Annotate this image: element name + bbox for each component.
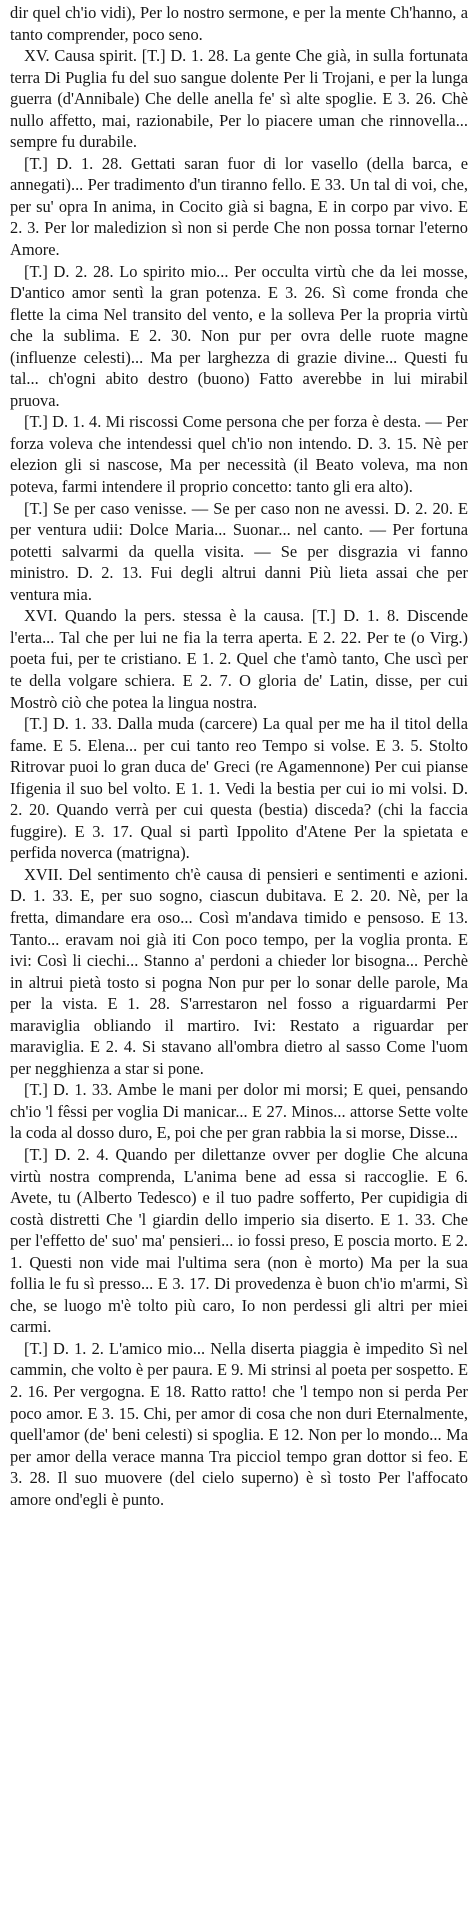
paragraph-section-xvii: XVII. Del sentimento ch'è causa di pensieri e sentimenti e azioni. D. 1. 33. E, per suo sogno, ciascun dubitava. E 2. 20. Nè, per la fretta, dimandare era oso... Così m'andava timido e pensoso. E 13. Tanto... eravam noi già iti Con poco tempo, per la voglia pronta. E ivi: Così li ciechi... Stanno a' perdoni a chieder lor bisogna... Perchè in altrui pietà tosto si pogna Non pur per lo sonar delle parole, Ma per la vista. E 1. 28. S'arrestaron nel fosso a riguardarmi Per maraviglia obliando il martiro. Ivi: Restato a riguardar per maraviglia. E 2. 4. Si stavano all'ombra dietro al sasso Come l'uom per negghienza a star si pone.	[10, 864, 468, 1078]
paragraph: [T.] D. 1. 33. Ambe le mani per dolor mi morsi; E quei, pensando ch'io 'l fêssi per voglia Di manicar... E 27. Minos... attorse Sette volte la coda al dosso duro, E, poi che per gran rabbia la si morse, Disse...	[10, 1080, 468, 1143]
paragraph: [T.] D. 1. 33. Dalla muda (carcere) La qual per me ha il titol della fame. E 5. Elena... per cui tanto reo Tempo si volse. E 3. 5. Stolto Ritrovar puoi lo gran duca de' Greci (re Agamennone) Per cui pianse Ifigenia il suo bel volto. E 1. 1. Vedi la bestia per cui io mi volsi. D. 2. 20. Quando verrà per cui questa (bestia) disceda? (chi la faccia fuggire). E 3. 17. Qual si partì Ippolito d'Atene Per la spietata e perfida noverca (matrigna).	[10, 714, 468, 863]
text-body	[10, 2, 468, 1510]
paragraph: [T.] D. 1. 4. Mi riscossi Come persona che per forza è desta. — Per forza voleva che intendessi quel ch'io non intendo. D. 3. 15. Nè per elezion gli si nascose, Ma per necessità (il Beato voleva, ma non poteva, farmi intendere il proprio concetto: tanto gli era alto).	[10, 412, 468, 497]
paragraph-section-xv: XV. Causa spirit. [T.] D. 1. 28. La gente Che già, in sulla fortunata terra Di Puglia fu del suo sangue dolente Per li Trojani, e per la lunga guerra (d'Annibale) Che delle anella fe' sì alte spoglie. E 3. 26. Chè nullo affetto, mai, razionabile, Per lo piacere uman che rinnovella... sempre fu durabile.	[10, 46, 468, 152]
paragraph: [T.] D. 1. 2. L'amico mio... Nella diserta piaggia è impedito Sì nel cammin, che volto è per paura. E 9. Mi strinsi al poeta per sospetto. E 2. 16. Per vergogna. E 18. Ratto ratto! che 'l tempo non si perda Per poco amor. E 3. 15. Chi, per amor di cosa che non duri Eternalmente, quell'amor (de' beni celesti) si spoglia. E 12. Non per lo mondo... Ma per amor della verace manna Tra picciol tempo gran dottor si feo. E 3. 28. Il suo muovere (del cielo superno) è sì tosto Per l'affocato amore ond'egli è punto.	[10, 1338, 468, 1509]
paragraph: [T.] D. 2. 28. Lo spirito mio... Per occulta virtù che da lei mosse, D'antico amor sentì la gran potenza. E 3. 26. Sì come fronda che flette la cima Nel transito del vento, e la solleva Per la propria virtù che la sublima. E 2. 30. Non pur per ovra delle ruote magne (influenze celesti)... Ma per larghezza di grazie divine... Questi fu tal... ch'ogni abito destro (buono) Fatto averebbe in lui mirabil pruova.	[10, 261, 468, 410]
paragraph-continuation: dir quel ch'io vidi), Per lo nostro sermone, e per la mente Ch'hanno, a tanto comprender, poco seno.	[10, 3, 468, 44]
paragraph: [T.] Se per caso venisse. — Se per caso non ne avessi. D. 2. 20. E per ventura udii: Dolce Maria... Suonar... nel canto. — Per fortuna potetti salvarmi da quella visita. — Se per disgrazia vi fanno ministro. D. 2. 13. Fui degli altrui danni Più lieta assai che per ventura mia.	[10, 498, 468, 604]
paragraph-section-xvi: XVI. Quando la pers. stessa è la causa. [T.] D. 1. 8. Discende l'erta... Tal che per lui ne fia la terra aperta. E 2. 22. Per te (o Virg.) poeta fui, per te cristiano. E 1. 2. Quel che t'amò tanto, Che uscì per te della volgare schiera. E 2. 7. O gloria de' Latin, disse, per cui Mostrò ciò che potea la lingua nostra.	[10, 606, 468, 712]
paragraph: [T.] D. 1. 28. Gettati saran fuor di lor vasello (della barca, e annegati)... Per tradimento d'un tiranno fello. E 33. Un tal di voi, che, per su' opra In anima, in Cocito già si bagna, E in corpo par vivo. E 2. 3. Per lor maledizion sì non si perde Che non possa tornar l'eterno Amore.	[10, 153, 468, 260]
paragraph: [T.] D. 2. 4. Quando per dilettanze ovver per doglie Che alcuna virtù nostra comprenda, L'anima bene ad essa si raccoglie. E 6. Avete, tu (Alberto Tedesco) e il tuo padre sofferto, Per cupidigia di costà distretti Che 'l giardin dello imperio sia diserto. E 1. 33. Che per l'effetto de' suo' ma' pensieri... io fossi preso, E poscia morto. E 2. 1. Questi non vide mai l'ultima sera (non è morto) Ma per la sua follia le fu sì presso... E 3. 17. Di provedenza è buon ch'io m'armi, Sì che, se luogo m'è tolto più caro, Io non perdessi gli altri per miei carmi.	[10, 1144, 468, 1337]
